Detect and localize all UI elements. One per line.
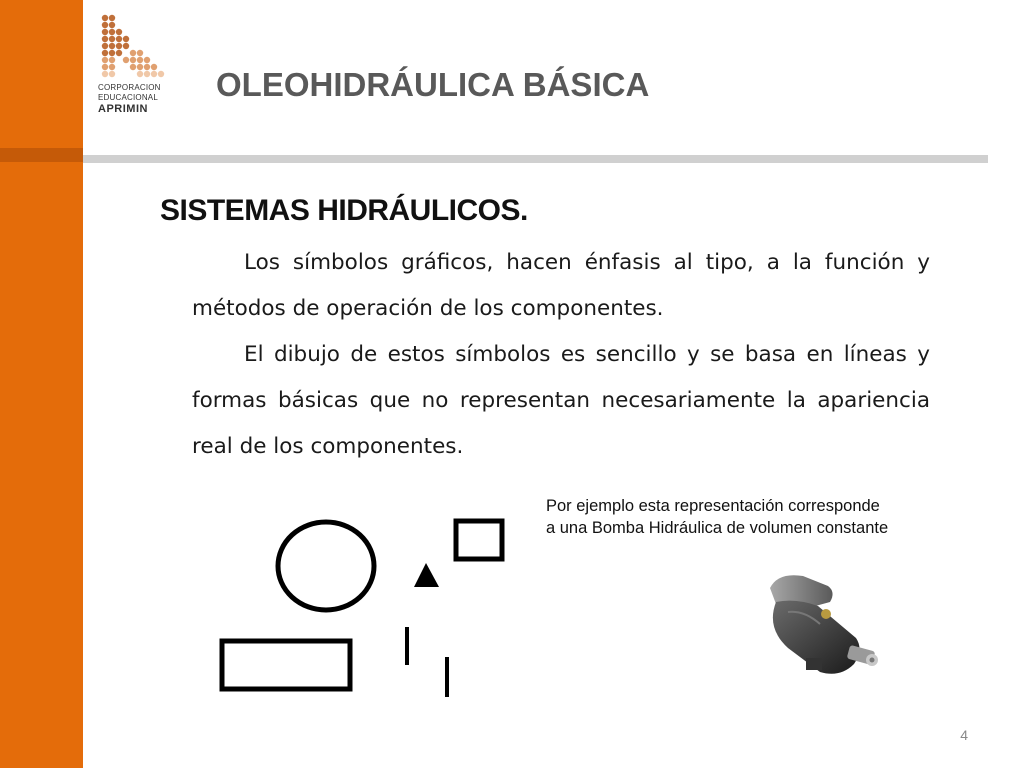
body-text [192,240,930,470]
caption-line-1: Por ejemplo esta representación corresponde [546,497,880,515]
example-caption [546,495,986,539]
small-square-symbol [456,521,502,559]
left-accent-band [0,148,83,162]
logo-text-corporacion: CORPORACION [98,83,161,92]
logo-text-aprimin: APRIMIN [98,103,148,115]
circle-symbol [278,522,374,610]
triangle-symbol [414,563,439,587]
paragraph-graphic-symbols: Los símbolos gráficos, hacen énfasis al tipo, a la función y métodos de operación de los componentes. [192,250,930,321]
aprimin-logo [98,14,170,118]
paragraph-drawing-simple: El dibujo de estos símbolos es sencillo y se basa en líneas y formas básicas que no representan necesariamente la apariencia real de los componentes. [192,342,930,459]
left-accent-bar [0,0,83,768]
logo-text-educacional: EDUCACIONAL [98,93,158,102]
hydraulic-pump-image [748,568,888,688]
slide-number: 4 [960,727,968,743]
section-title: SISTEMAS HIDRÁULICOS. [160,194,528,227]
logo-dots-icon [100,14,168,80]
caption-line-2: a una Bomba Hidráulica de volumen constante [546,519,889,537]
basic-symbols-diagram [210,505,530,710]
header-divider [83,155,988,163]
rectangle-symbol [222,641,350,689]
page-title: OLEOHIDRÁULICA BÁSICA [216,66,650,103]
